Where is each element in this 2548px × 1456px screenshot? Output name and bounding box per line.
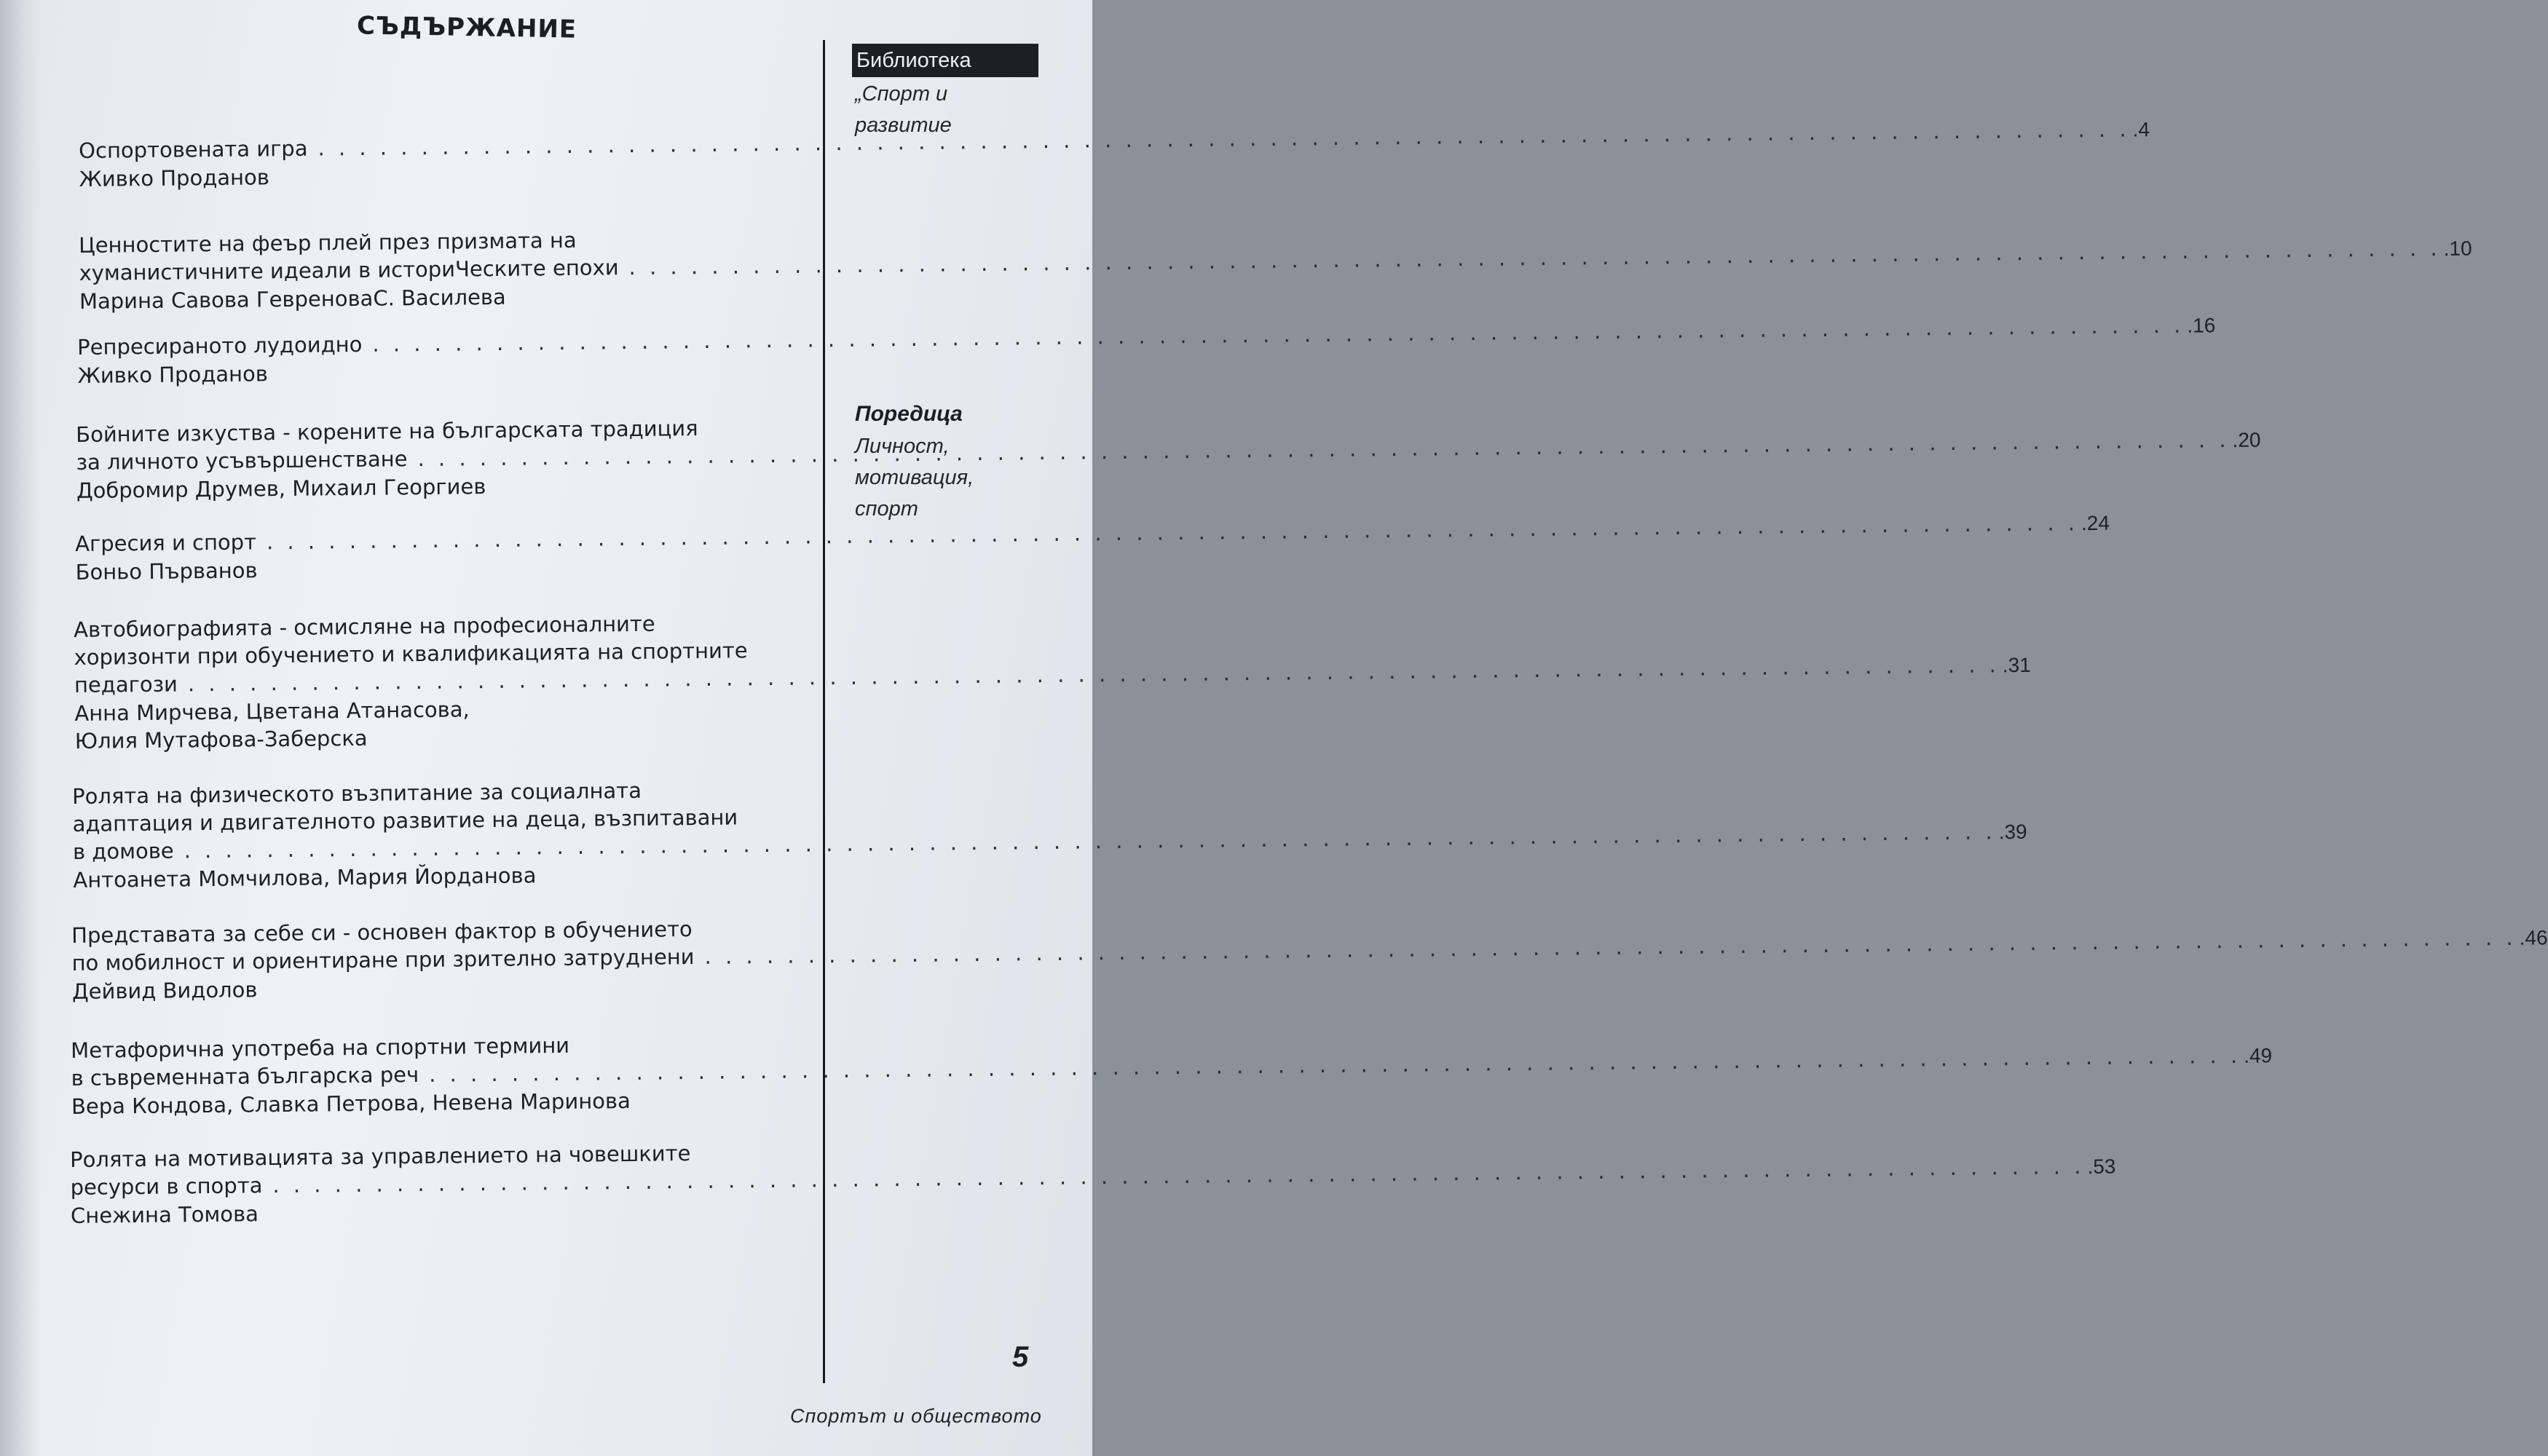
- toc-entry-authors: Живко Проданов: [79, 165, 270, 191]
- toc-entry-title-line: Оспортовената игра: [79, 135, 308, 163]
- toc-entry: [72, 775, 2027, 894]
- series-label: Поредица: [855, 402, 963, 426]
- library-badge: Библиотека: [852, 44, 1038, 77]
- toc-entry-title-line: ресурси в спорта: [70, 1173, 263, 1200]
- toc-entry: [70, 1139, 2116, 1230]
- toc-entry-page-number: .39: [1998, 820, 2027, 844]
- toc-entry-page-number: .10: [2443, 237, 2472, 260]
- toc-entry-page-number: .46: [2519, 926, 2548, 949]
- series-name-line: мотивация,: [855, 466, 974, 489]
- toc-entry: [75, 511, 2110, 586]
- toc-entry-page-number: .4: [2132, 118, 2150, 141]
- toc-entry-authors: Живко Проданов: [77, 361, 269, 388]
- library-name: [855, 79, 952, 141]
- series-name-line: спорт: [855, 497, 918, 521]
- page-number: 5: [1012, 1341, 1029, 1373]
- toc-entry-title-line: педагози: [74, 671, 178, 697]
- toc-entry-page-number: .53: [2087, 1155, 2116, 1178]
- toc-entry-authors: Анна Мирчева, Цветана Атанасова,: [74, 697, 470, 726]
- toc-entry-title-line: в домове: [72, 838, 174, 864]
- toc-entry-title-line: Автобиографията - осмисляне на професионалните: [74, 611, 655, 642]
- toc-entry-title-line: Ролята на мотивацията за управлението на човешките: [70, 1141, 691, 1172]
- toc-entry-title-line: Представата за себе си - основен фактор в обучението: [71, 917, 693, 948]
- toc-entry-title-line: адаптация и двигателното развитие на деца, възпитавани: [72, 804, 738, 836]
- toc-heading: СЪДЪРЖАНИЕ: [356, 11, 577, 44]
- toc-entry-page-number: .16: [2187, 314, 2216, 337]
- toc-entry-page-number: .20: [2232, 428, 2261, 451]
- toc-entry-title-line: Ценностите на феър плей през призмата на: [79, 227, 577, 258]
- running-footer: Спортът и обществото: [790, 1405, 1042, 1427]
- toc-entry-authors: Снежина Томова: [70, 1201, 259, 1228]
- toc-entry: [71, 914, 2548, 1005]
- series-name-line: Личност,: [855, 435, 950, 458]
- toc-entry-title-line: хуманистичните идеали в историЧеските епохи: [79, 255, 619, 285]
- toc-entry-page-number: .24: [2080, 511, 2110, 535]
- toc-entry-authors: Добромир Друмев, Михаил Георгиев: [76, 474, 486, 503]
- series-name: [855, 431, 974, 525]
- toc-entry-title-line: Ролята на физическото възпитание за социалната: [72, 778, 642, 809]
- dot-leader: [267, 510, 2078, 554]
- toc-entry-page-number: .31: [2002, 653, 2032, 677]
- toc-entry: [77, 314, 2216, 389]
- toc-entry-authors: Вера Кондова, Славка Петрова, Невена Маринова: [71, 1088, 631, 1119]
- toc-entry-page-number: .49: [2244, 1044, 2273, 1067]
- toc-entry-authors: Антоанета Момчилова, Мария Йорданова: [73, 863, 537, 893]
- toc-entry: [74, 609, 2032, 755]
- toc-entry-title-line: хоризонти при обучението и квалификацията на спортните: [74, 638, 748, 670]
- toc-entry-title-line: Бойните изкуства - корените на българската традиция: [76, 416, 698, 447]
- toc-entry-authors: Марина Савова ГевреноваС. Василева: [79, 284, 506, 314]
- toc-entry-authors: Дейвид Видолов: [71, 977, 258, 1004]
- dot-leader: [372, 313, 2184, 357]
- toc-entry-title-line: Репресираното лудоидно: [77, 331, 363, 360]
- toc-entry-authors: Юлия Мутафова-Заберска: [74, 725, 368, 753]
- dot-leader: [628, 236, 2440, 280]
- toc-entry-authors: Боньо Първанов: [75, 558, 258, 585]
- library-name-line: „Спорт и: [855, 82, 948, 106]
- toc-entry-title-line: Агресия и спорт: [75, 529, 257, 556]
- toc-entry: [71, 1029, 2273, 1120]
- toc-entry-title-line: в съвременната българска реч: [71, 1061, 419, 1091]
- toc-entry-title-line: по мобилност и ориентиране при зрително затруднени: [71, 944, 695, 976]
- toc-entry-title-line: Метафорична употреба на спортни термини: [71, 1032, 570, 1063]
- dot-leader: [704, 925, 2516, 969]
- library-name-line: развитие: [855, 114, 952, 137]
- toc-entry-title-line: за личното усъвършенстване: [76, 446, 408, 475]
- toc-entry: [79, 224, 2472, 315]
- dot-leader: [317, 117, 2129, 161]
- column-divider: [823, 40, 825, 1383]
